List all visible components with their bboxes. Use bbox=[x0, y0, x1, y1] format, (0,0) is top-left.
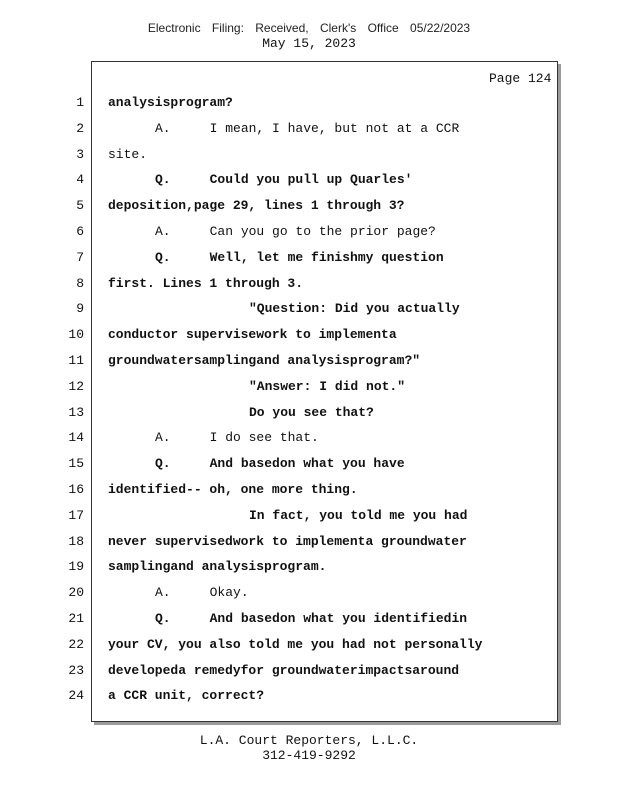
line-text: A. I do see that. bbox=[155, 430, 319, 446]
line-number: 24 bbox=[68, 688, 84, 704]
transcript-line bbox=[0, 121, 618, 141]
line-text: Q. Could you pull up Quarles' bbox=[155, 172, 413, 188]
filing-stamp: Electronic Filing: Received, Clerk's Office 05/22/2023 bbox=[147, 21, 471, 35]
line-text: Do you see that? bbox=[249, 404, 374, 420]
reporter-company: L.A. Court Reporters, L.L.C. bbox=[199, 733, 419, 748]
line-text: "Answer: I did not." bbox=[249, 378, 406, 394]
line-text: Q. And basedon what you have bbox=[155, 456, 405, 472]
transcript-line bbox=[0, 198, 618, 218]
transcript-line bbox=[0, 637, 618, 657]
line-number: 9 bbox=[76, 301, 84, 317]
line-number: 18 bbox=[68, 533, 84, 549]
transcript-line bbox=[0, 147, 618, 167]
line-text: In fact, you told me you had bbox=[249, 507, 468, 523]
line-text: Q. Well, let me finishmy question bbox=[155, 249, 444, 265]
transcript-line bbox=[0, 688, 618, 708]
line-number: 1 bbox=[76, 95, 84, 110]
reporter-phone: 312-419-9292 bbox=[262, 748, 356, 763]
transcript-line bbox=[0, 585, 618, 605]
transcript-line bbox=[0, 456, 618, 476]
line-number: 7 bbox=[76, 249, 84, 265]
line-text: A. Can you go to the prior page? bbox=[155, 224, 436, 239]
line-text: a CCR unit, correct? bbox=[108, 688, 265, 704]
line-number: 15 bbox=[68, 456, 84, 472]
transcript-line bbox=[0, 224, 618, 244]
line-text: identified-- oh, one more thing. bbox=[108, 482, 358, 497]
transcript-line bbox=[0, 327, 618, 347]
line-number: 20 bbox=[68, 585, 84, 601]
line-text: your CV, you also told me you had not personally bbox=[108, 636, 483, 652]
transcript-line bbox=[0, 508, 618, 528]
line-number: 12 bbox=[68, 378, 84, 394]
line-number: 8 bbox=[76, 275, 84, 291]
line-text: Q. And basedon what you identifiedin bbox=[155, 611, 468, 626]
transcript-line bbox=[0, 276, 618, 296]
page-number: Page 124 bbox=[489, 71, 552, 86]
line-text: site. bbox=[108, 146, 148, 162]
transcript-line bbox=[0, 379, 618, 399]
line-text: deposition,page 29, lines 1 through 3? bbox=[108, 198, 405, 214]
line-number: 21 bbox=[68, 611, 84, 626]
transcript-line bbox=[0, 95, 618, 115]
line-text: analysisprogram? bbox=[108, 95, 233, 110]
line-text: A. Okay. bbox=[155, 585, 249, 601]
transcript-line bbox=[0, 611, 618, 631]
transcript-line bbox=[0, 430, 618, 450]
line-number: 5 bbox=[76, 198, 84, 214]
transcript-line bbox=[0, 482, 618, 502]
transcript-line bbox=[0, 172, 618, 192]
line-text: groundwatersamplingand analysisprogram?" bbox=[108, 353, 421, 368]
line-number: 23 bbox=[68, 662, 84, 678]
line-text: conductor supervisework to implementa bbox=[108, 327, 397, 343]
line-number: 14 bbox=[68, 430, 84, 446]
line-text: A. I mean, I have, but not at a CCR bbox=[155, 120, 460, 136]
transcript-line bbox=[0, 405, 618, 425]
transcript-line bbox=[0, 353, 618, 373]
line-number: 22 bbox=[68, 636, 84, 652]
line-number: 13 bbox=[68, 404, 84, 420]
line-text: never supervisedwork to implementa groundwater bbox=[108, 533, 467, 549]
line-text: samplingand analysisprogram. bbox=[108, 559, 327, 575]
line-number: 19 bbox=[68, 559, 84, 575]
line-number: 17 bbox=[68, 507, 84, 523]
line-text: developeda remedyfor groundwaterimpactsaround bbox=[108, 662, 460, 678]
transcript-line bbox=[0, 663, 618, 683]
line-text: first. Lines 1 through 3. bbox=[108, 275, 304, 291]
line-number: 3 bbox=[76, 146, 84, 162]
line-number: 16 bbox=[68, 482, 84, 497]
deposition-date: May 15, 2023 bbox=[262, 36, 356, 51]
transcript-line bbox=[0, 559, 618, 579]
line-number: 4 bbox=[76, 172, 84, 188]
line-number: 11 bbox=[68, 353, 84, 368]
transcript-line bbox=[0, 301, 618, 321]
transcript-line bbox=[0, 534, 618, 554]
line-text: "Question: Did you actually bbox=[249, 301, 460, 317]
line-number: 2 bbox=[76, 120, 84, 136]
line-number: 6 bbox=[76, 224, 84, 239]
line-number: 10 bbox=[68, 327, 84, 343]
transcript-line bbox=[0, 250, 618, 270]
